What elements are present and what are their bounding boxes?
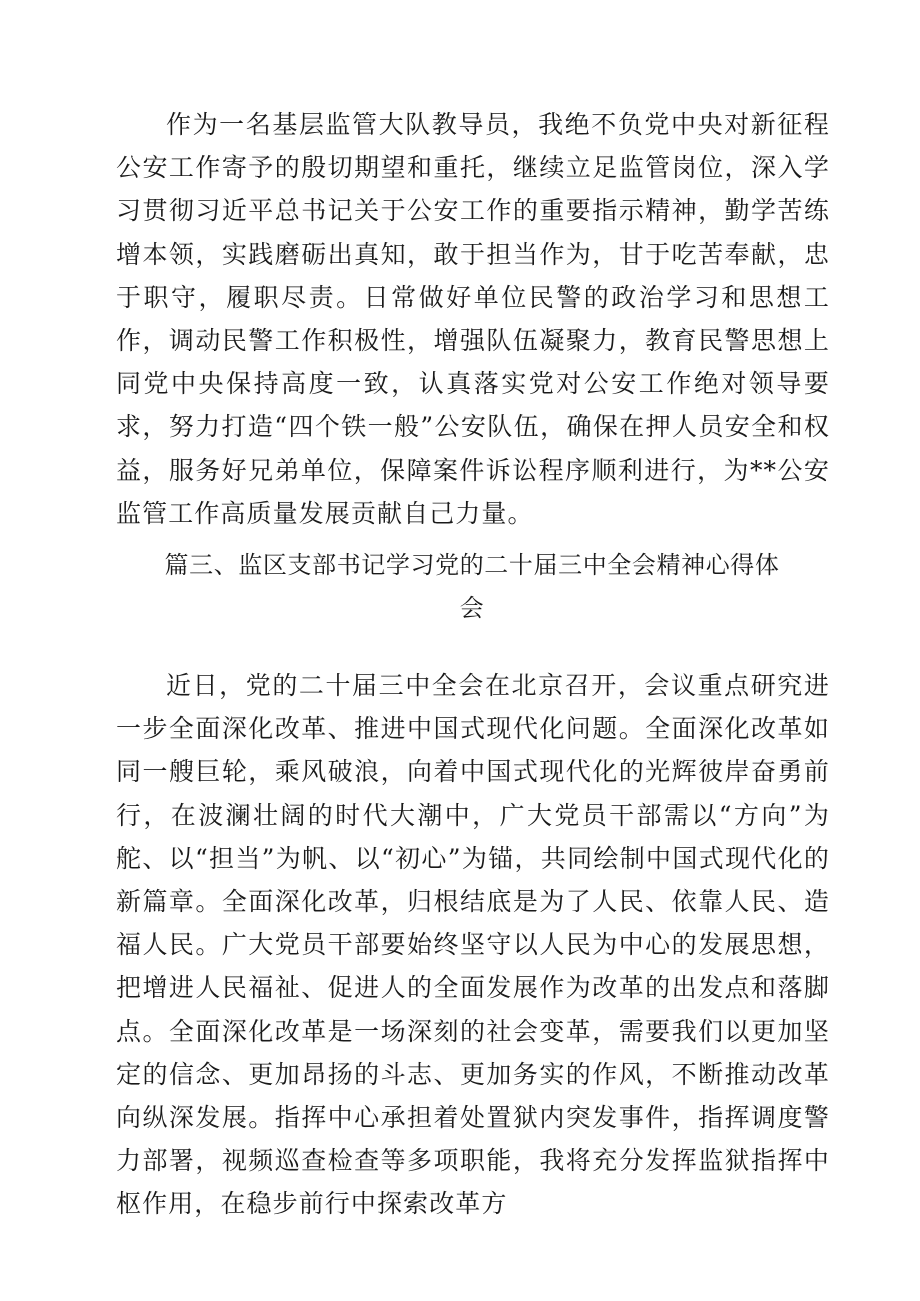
- section-heading: 篇三、监区支部书记学习党的二十届三中全会精神心得体会: [164, 551, 780, 622]
- body-paragraph-1: 作为一名基层监管大队教导员，我绝不负党中央对新征程公安工作寄予的殷切期望和重托，继续立足监管岗位，深入学习贯彻习近平总书记关于公安工作的重要指示精神，勤学苦练增本领，实践磨砺出真知，敢于担当作为，甘于吃苦奉献，忠于职守，履职尽责。日常做好单位民警的政治学习和思想工作，调动民警工作积极性，增强队伍凝聚力，教育民警思想上同党中央保持高度一致，认真落实党对公安工作绝对领导要求，努力打造“四个铁一般”公安队伍，确保在押人员安全和权益，服务好兄弟单位，保障案件诉讼程序顺利进行，为**公安监管工作高质量发展贡献自己力量。: [116, 110, 830, 528]
- body-paragraph-2: 近日，党的二十届三中全会在北京召开，会议重点研究进一步全面深化改革、推进中国式现代化问题。全面深化改革如同一艘巨轮，乘风破浪，向着中国式现代化的光辉彼岸奋勇前行，在波澜壮阔的时代大潮中，广大党员干部需以“方向”为舵、以“担当”为帆、以“初心”为锚，共同绘制中国式现代化的新篇章。全面深化改革，归根结底是为了人民、依靠人民、造福人民。广大党员干部要始终坚守以人民为中心的发展思想，把增进人民福祉、促进人的全面发展作为改革的出发点和落脚点。全面深化改革是一场深刻的社会变革，需要我们以更加坚定的信念、更加昂扬的斗志、更加务实的作风，不断推动改革向纵深发展。指挥中心承担着处置狱内突发事件，指挥调度警力部署，视频巡查检查等多项职能，我将充分发挥监狱指挥中枢作用，在稳步前行中探索改革方: [116, 671, 830, 1219]
